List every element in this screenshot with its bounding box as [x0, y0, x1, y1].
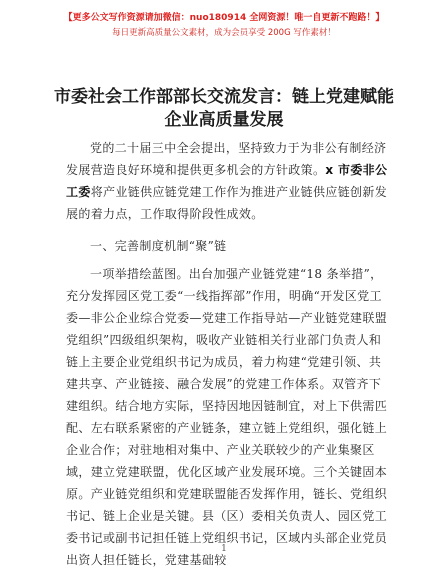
title-line-1: 市委社会工作部部长交流发言：链上党建赋能 [54, 87, 394, 107]
intro-text-1: 党的二十届三中全会提出，坚持致力于为非公有制经济发展营造良好环境和提供更多机会的方针政策。 [66, 141, 387, 177]
document-title [40, 86, 408, 132]
title-line-2: 企业高质量发展 [164, 110, 284, 130]
intro-highlight: x 市委非公工委 [66, 163, 388, 199]
section-heading: 一、完善制度机制“聚”链 [90, 239, 227, 253]
promo-banner [0, 11, 448, 41]
promo-line-2: 每日更新高质量公文素材，成为会员享受 200G 写作素材！ [112, 28, 336, 38]
body-paragraph: 一项举措绘蓝图。出台加强产业链党建“18 条举措”，充分发挥园区党工委“一线指挥部”作用，明确“开发区党工委—非公企业综合党委—党建工作指导站—产业链党建联盟党组织”四级组织架构，吸收产业链相关行业部门负责人和链上主要企业党组织书记为成员，着力构建“党建引领、共建共享、产业链接、融合发展”的党建工作体系。双管齐下建组织。结合地方实际，坚持因地因链制宜，对上下供需匹配、左右联系紧密的产业链条，建立链上党组织，强化链上企业合作；对驻地相对集中、产业关联较少的产业集聚区域，建立党建联盟，优化区域产业发展环境。三个关键固本原。产业链党组织和党建联盟能否发挥作用，链长、党组织书记、链上企业是关键。县（区）委相关负责人、园区党工委书记或副书记担任链上党组织书记，区域内头部企业党员出资人担任链长，党建基础较 [66, 267, 388, 567]
page-number: 1 [221, 544, 227, 554]
intro-paragraph [66, 137, 392, 225]
intro-text-2: 将产业链供应链党建工作作为推进产业链供应链创新发展的着力点，工作取得阶段性成效。 [66, 185, 388, 221]
document-body [66, 137, 392, 571]
promo-line-1: 【更多公文写作资源请加微信：nuo180914 全网资源！唯一自更新不跑路！】 [63, 13, 385, 23]
